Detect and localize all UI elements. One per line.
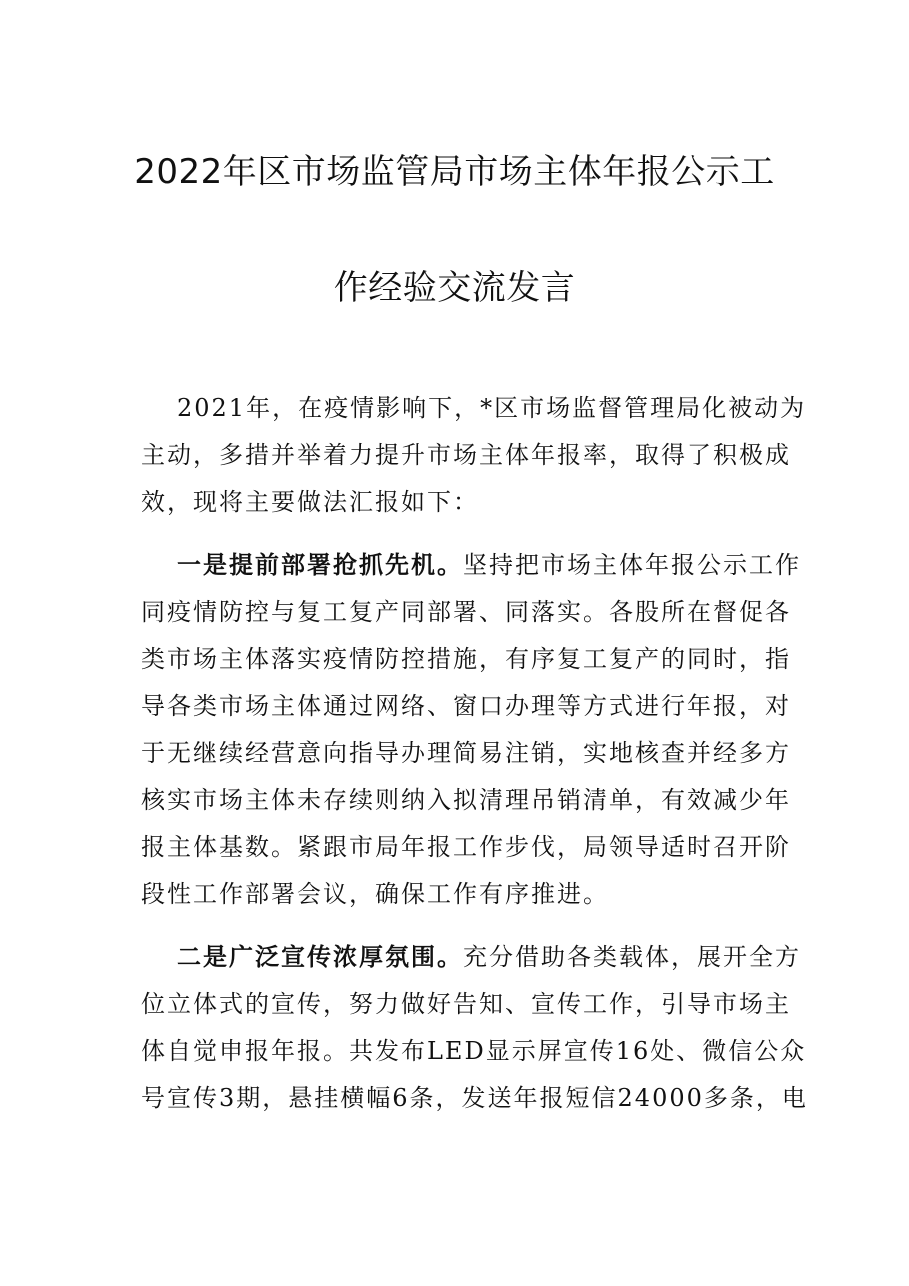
intro-line-3: 效，现将主要做法汇报如下： (141, 488, 479, 516)
section-1-first-line (141, 542, 801, 589)
section-1-line-2: 同疫情防控与复工复产同部署、同落实。各股所在督促各 (141, 598, 791, 626)
section-1-line-4: 导各类市场主体通过网络、窗口办理等方式进行年报，对 (141, 692, 791, 720)
section-1-heading: 一是提前部署抢抓先机。 (177, 551, 463, 579)
section-1-paragraph (141, 542, 801, 918)
intro-line-2: 主动，多措并举着力提升市场主体年报率，取得了积极成 (141, 441, 791, 469)
section-2-heading: 二是广泛宣传浓厚氛围。 (177, 943, 463, 971)
document-title-line-2: 作经验交流发言 (333, 268, 576, 308)
section-1-line-7: 报主体基数。紧跟市局年报工作步伐，局领导适时召开阶 (141, 833, 791, 861)
section-2-line-3: 体自觉申报年报。共发布LED显示屏宣传16处、微信公众 (141, 1037, 807, 1065)
intro-line-1: 2021年，在疫情影响下，*区市场监督管理局化被动为 (177, 394, 807, 422)
section-1-line-3: 类市场主体落实疫情防控措施，有序复工复产的同时，指 (141, 645, 791, 673)
intro-paragraph (141, 385, 807, 526)
section-1-line-5: 于无继续经营意向指导办理简易注销，实地核查并经多方 (141, 739, 791, 767)
section-2-line-2: 位立体式的宣传，努力做好告知、宣传工作，引导市场主 (141, 990, 791, 1018)
section-2-first-line (141, 934, 801, 981)
section-2-paragraph (141, 934, 808, 1122)
document-title-line-1: 2022年区市场监管局市场主体年报公示工 (134, 152, 775, 192)
section-2-first-line-text: 充分借助各类载体，展开全方 (463, 943, 801, 971)
section-1-line-8: 段性工作部署会议，确保工作有序推进。 (141, 880, 609, 908)
section-1-line-6: 核实市场主体未存续则纳入拟清理吊销清单，有效减少年 (141, 786, 791, 814)
section-1-first-line-text: 坚持把市场主体年报公示工作 (463, 551, 801, 579)
section-2-line-4: 号宣传3期，悬挂横幅6条，发送年报短信24000多条，电 (141, 1084, 808, 1112)
